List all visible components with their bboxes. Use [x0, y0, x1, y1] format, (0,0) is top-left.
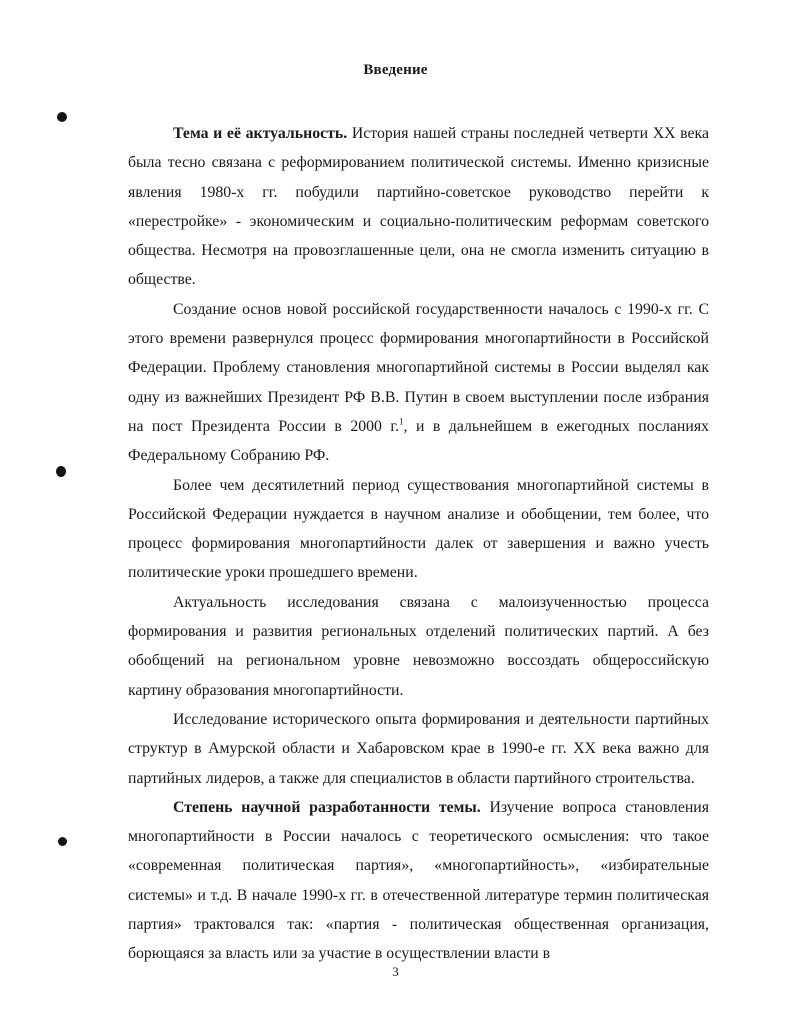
paragraph-lead: Тема и её актуальность.: [173, 125, 348, 142]
binding-hole-mark: [57, 112, 67, 122]
paragraph-text: Изучение вопроса становления многопартийности в России началось с теоретического осмысления: что такое «современная политическая партия», «многопартийность», «избирательные системы» и т.д. В начале 1990-х гг. в отечественной литературе термин политическая партия» трактовался так: «партия - политическая общественная организация, борющаяся за власть или за участие в осуществлении власти в: [128, 798, 710, 963]
paragraph: [128, 471, 709, 588]
page-number: 3: [392, 964, 399, 979]
paragraph-text: Создание основ новой российской государственности началось с 1990-х гг. С этого времени развернулся процесс формирования многопартийности в Российской Федерации. Проблему становления многопартийной системы в России выделял как одну из важнейших Президент РФ В.В. Путин в своем выступлении после избрания на пост Президента России в 2000 г.: [128, 300, 709, 435]
paragraph-text: Исследование исторического опыта формирования и деятельности партийных структур в Амурской области и Хабаровском крае в 1990-е гг. XX века важно для партийных лидеров, а также для специалистов в области партийного строительства.: [128, 710, 709, 787]
paragraph-text: Более чем десятилетний период существования многопартийной системы в Российской Федерации нуждается в научном анализе и обобщении, тем более, что процесс формирования многопартийности далек от завершения и важно учесть политические уроки прошедшего времени.: [128, 476, 709, 582]
paragraph: [128, 119, 709, 295]
binding-hole-mark: [56, 466, 66, 477]
paragraph-text: , и в дальнейшем в ежегодных посланиях Федеральному Собранию РФ.: [128, 417, 709, 465]
page-title: Введение: [363, 62, 428, 78]
paragraph-lead: Степень научной разработанности темы.: [173, 798, 481, 816]
paragraph: [128, 793, 709, 969]
paragraph: [128, 705, 709, 793]
paragraph-text: История нашей страны последней четверти XX века была тесно связана с реформированием политической системы. Именно кризисные явления 1980-х гг. побудили партийно-советское руководство перейти к «перестройке» - экономическим и социально-политическим реформам советского общества. Несмотря на провозглашенные цели, она не смогла изменить ситуацию в обществе.: [128, 125, 710, 289]
footnote-marker: 1: [399, 416, 404, 427]
paragraph: [128, 588, 709, 705]
body-text: [128, 119, 709, 969]
paragraph-text: Актуальность исследования связана с малоизученностью процесса формирования и развития региональных отделений политических партий. А без обобщений на региональном уровне невозможно воссоздать общероссийскую картину образования многопартийности.: [128, 593, 709, 699]
paragraph: [128, 295, 709, 471]
binding-hole-mark: [58, 837, 67, 846]
